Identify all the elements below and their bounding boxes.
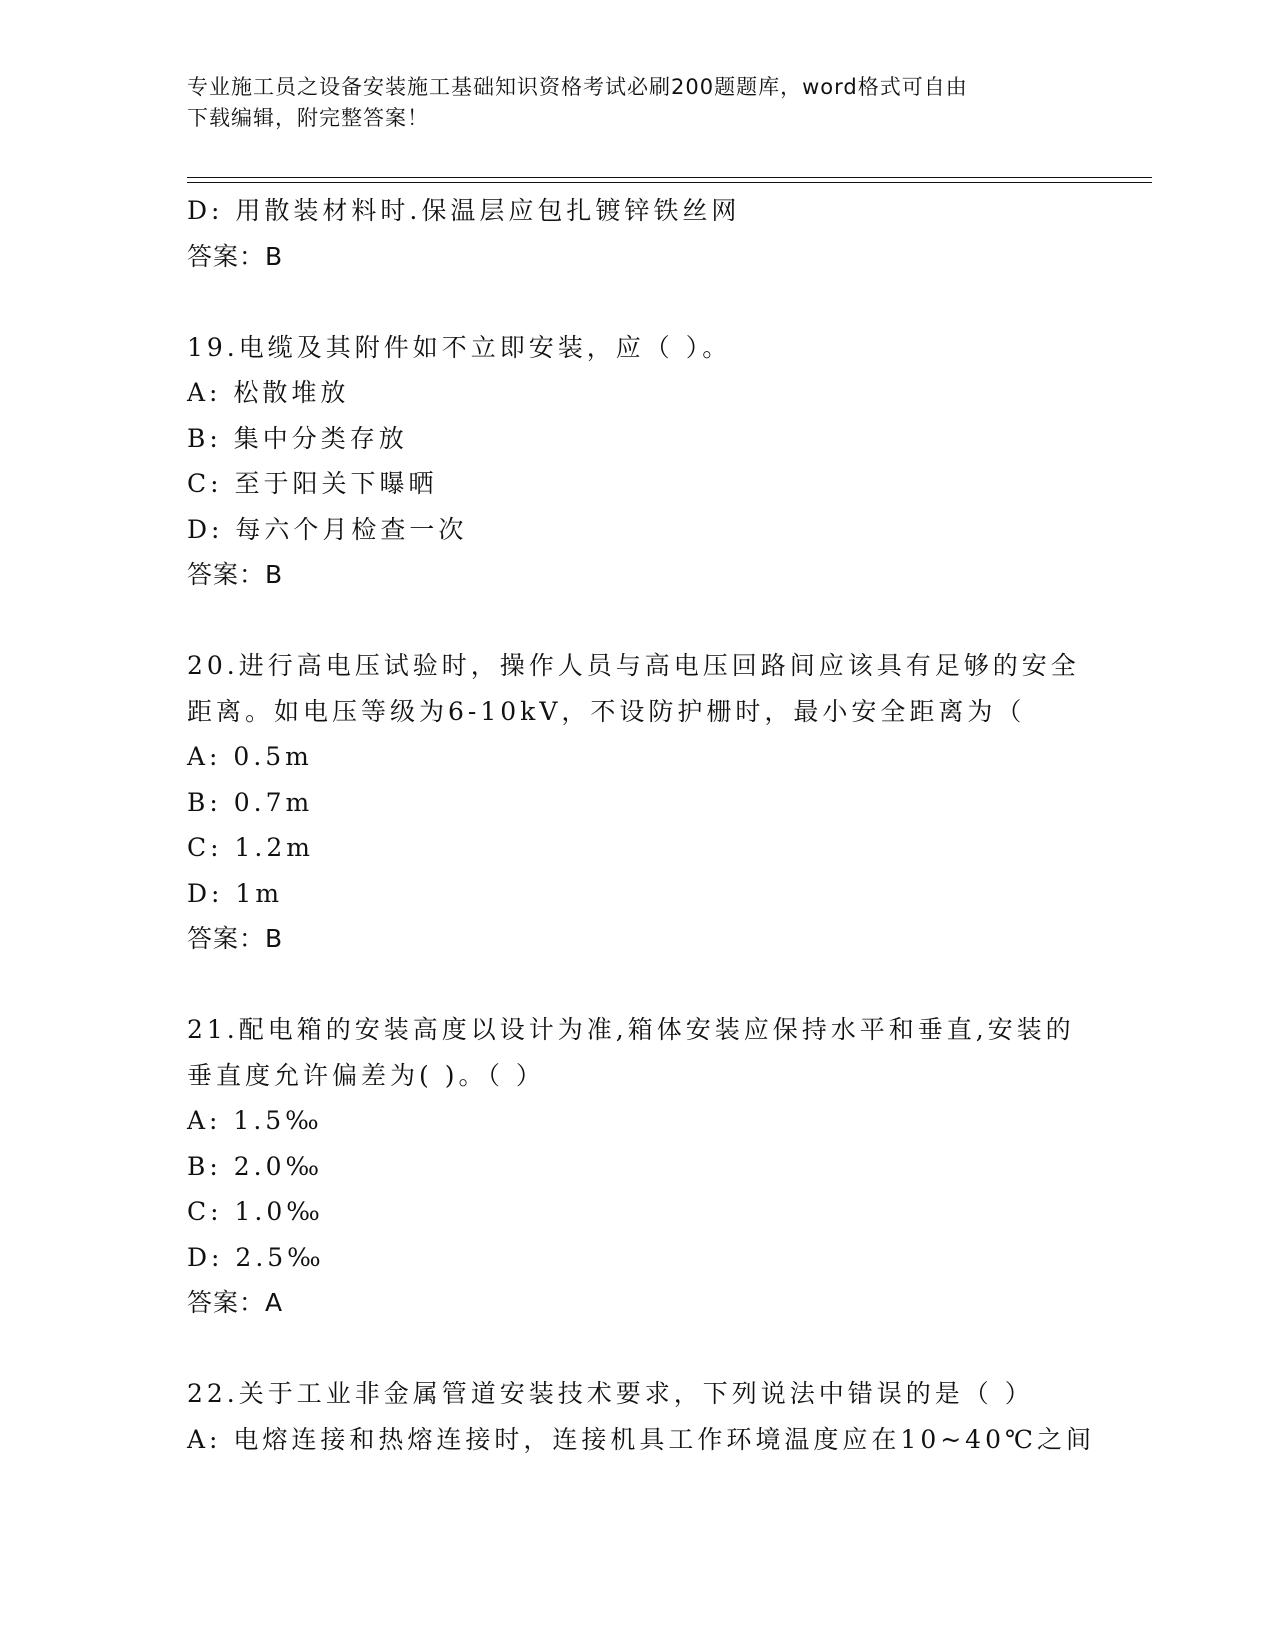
spacer xyxy=(187,1326,1087,1372)
option-c: C: 1.2m xyxy=(187,833,314,862)
option-d: D: 每六个月检查一次 xyxy=(187,514,468,544)
option-d: D: 用散装材料时.保温层应包扎镀锌铁丝网 xyxy=(187,196,741,225)
question-stem-line-1: 21.配电箱的安装高度以设计为准,箱体安装应保持水平和垂直,安装的 xyxy=(187,1015,1075,1044)
option-a: A: 0.5m xyxy=(187,742,313,771)
question-stem-line-1: 20.进行高电压试验时，操作人员与高电压回路间应该具有足够的安全 xyxy=(187,651,1080,680)
answer: 答案：B xyxy=(187,560,284,589)
answer: 答案：B xyxy=(187,241,284,271)
question-stem-line-2: 距离。如电压等级为6-10kV，不设防护栅时，最小安全距离为（ xyxy=(187,696,1026,726)
option-b: B: 0.7m xyxy=(187,787,314,817)
question-18-tail xyxy=(187,188,1087,279)
option-d: D: 1m xyxy=(187,878,284,908)
option-a: A: 电熔连接和热熔连接时，连接机具工作环境温度应在10~40℃之间 xyxy=(187,1424,1095,1454)
option-b: B: 2.0‰ xyxy=(187,1151,324,1181)
spacer xyxy=(187,279,1087,325)
document-header xyxy=(187,72,1087,134)
answer: 答案：A xyxy=(187,1288,284,1317)
header-line-1: 专业施工员之设备安装施工基础知识资格考试必刷200题题库，word格式可自由 xyxy=(187,75,968,99)
question-22 xyxy=(187,1371,1095,1462)
answer: 答案：B xyxy=(187,924,284,953)
question-stem: 19.电缆及其附件如不立即安装，应（ ）。 xyxy=(187,332,732,362)
header-divider-top xyxy=(187,177,1152,178)
question-stem: 22.关于工业非金属管道安装技术要求，下列说法中错误的是（ ） xyxy=(187,1379,1034,1408)
option-a: A: 松散堆放 xyxy=(187,378,350,407)
spacer xyxy=(187,962,1087,1008)
option-c: C: 1.0‰ xyxy=(187,1197,324,1226)
spacer xyxy=(187,598,1087,644)
question-21 xyxy=(187,1007,1087,1326)
header-line-2: 下载编辑，附完整答案！ xyxy=(187,106,429,130)
option-b: B: 集中分类存放 xyxy=(187,423,408,453)
option-d: D: 2.5‰ xyxy=(187,1242,325,1272)
question-19 xyxy=(187,325,1087,598)
question-list xyxy=(187,188,1095,1462)
question-20 xyxy=(187,643,1087,962)
question-stem-line-2: 垂直度允许偏差为( )。（ ） xyxy=(187,1060,545,1090)
option-c: C: 至于阳关下曝晒 xyxy=(187,469,438,498)
header-divider-bottom xyxy=(187,182,1152,183)
option-a: A: 1.5‰ xyxy=(187,1106,323,1135)
